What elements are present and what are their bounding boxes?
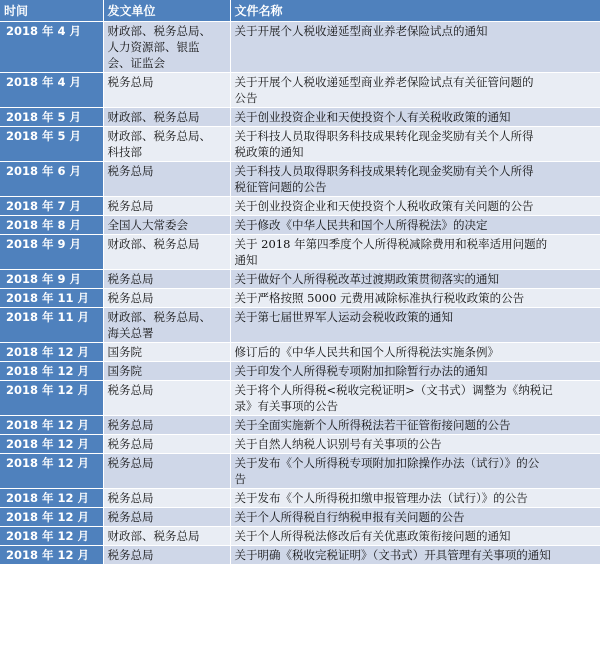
row-document-title: 关于严格按照 5000 元费用减除标准执行税收政策的公告: [230, 289, 600, 308]
row-department: 财政部、税务总局、 海关总署: [103, 308, 230, 343]
row-document-title: 关于科技人员取得职务科技成果转化现金奖励有关个人所得 税征管问题的公告: [230, 162, 600, 197]
row-date: 2018 年 12 月: [0, 416, 103, 435]
row-department: 税务总局: [103, 73, 230, 108]
row-document-title: 关于自然人纳税人识别号有关事项的公告: [230, 435, 600, 454]
header-document-title: 文件名称: [230, 0, 600, 22]
row-department: 税务总局: [103, 546, 230, 565]
row-department: 财政部、税务总局: [103, 108, 230, 127]
table-row: [0, 489, 600, 508]
row-document-title: 关于创业投资企业和天使投资个人税收政策有关问题的公告: [230, 197, 600, 216]
table-row: [0, 162, 600, 197]
row-department: 财政部、税务总局、 科技部: [103, 127, 230, 162]
row-document-title: 关于科技人员取得职务科技成果转化现金奖励有关个人所得 税政策的通知: [230, 127, 600, 162]
row-date: 2018 年 5 月: [0, 127, 103, 162]
table-row: [0, 197, 600, 216]
row-department: 税务总局: [103, 197, 230, 216]
row-department: 税务总局: [103, 270, 230, 289]
table-header-row: [0, 0, 600, 22]
table-row: [0, 381, 600, 416]
row-department: 财政部、税务总局: [103, 527, 230, 546]
row-date: 2018 年 7 月: [0, 197, 103, 216]
row-date: 2018 年 4 月: [0, 22, 103, 73]
row-date: 2018 年 12 月: [0, 508, 103, 527]
table-body: [0, 22, 600, 565]
header-department: 发文单位: [103, 0, 230, 22]
table-row: [0, 362, 600, 381]
row-department: 国务院: [103, 343, 230, 362]
table-row: [0, 22, 600, 73]
row-date: 2018 年 12 月: [0, 362, 103, 381]
row-date: 2018 年 5 月: [0, 108, 103, 127]
row-document-title: 关于明确《税收完税证明》（文书式）开具管理有关事项的通知: [230, 546, 600, 565]
row-department: 税务总局: [103, 435, 230, 454]
row-document-title: 关于第七届世界军人运动会税收政策的通知: [230, 308, 600, 343]
table-row: [0, 127, 600, 162]
row-date: 2018 年 12 月: [0, 454, 103, 489]
row-department: 税务总局: [103, 162, 230, 197]
row-date: 2018 年 4 月: [0, 73, 103, 108]
row-date: 2018 年 12 月: [0, 489, 103, 508]
row-date: 2018 年 11 月: [0, 289, 103, 308]
table-row: [0, 235, 600, 270]
row-document-title: 关于修改《中华人民共和国个人所得税法》的决定: [230, 216, 600, 235]
row-department: 税务总局: [103, 416, 230, 435]
row-date: 2018 年 6 月: [0, 162, 103, 197]
table-row: [0, 416, 600, 435]
table-row: [0, 546, 600, 565]
row-date: 2018 年 12 月: [0, 546, 103, 565]
row-date: 2018 年 12 月: [0, 381, 103, 416]
row-document-title: 关于开展个人税收递延型商业养老保险试点的通知: [230, 22, 600, 73]
row-date: 2018 年 12 月: [0, 343, 103, 362]
table-row: [0, 216, 600, 235]
table-row: [0, 527, 600, 546]
row-document-title: 关于印发个人所得税专项附加扣除暂行办法的通知: [230, 362, 600, 381]
row-department: 税务总局: [103, 381, 230, 416]
row-document-title: 关于发布《个人所得税扣缴申报管理办法（试行）》的公告: [230, 489, 600, 508]
row-department: 税务总局: [103, 489, 230, 508]
row-date: 2018 年 8 月: [0, 216, 103, 235]
table-row: [0, 289, 600, 308]
header-date: 时间: [0, 0, 103, 22]
row-date: 2018 年 9 月: [0, 270, 103, 289]
table-row: [0, 454, 600, 489]
row-department: 国务院: [103, 362, 230, 381]
row-document-title: 关于将个人所得税<税收完税证明>（文书式）调整为《纳税记 录》有关事项的公告: [230, 381, 600, 416]
row-document-title: 关于发布《个人所得税专项附加扣除操作办法（试行）》的公 告: [230, 454, 600, 489]
row-document-title: 关于 2018 年第四季度个人所得税减除费用和税率适用问题的 通知: [230, 235, 600, 270]
row-date: 2018 年 12 月: [0, 435, 103, 454]
table-row: [0, 108, 600, 127]
row-department: 税务总局: [103, 289, 230, 308]
table-row: [0, 343, 600, 362]
row-document-title: 关于全面实施新个人所得税法若干征管衔接问题的公告: [230, 416, 600, 435]
row-department: 财政部、税务总局: [103, 235, 230, 270]
table-row: [0, 508, 600, 527]
table-row: [0, 308, 600, 343]
table-row: [0, 435, 600, 454]
row-department: 税务总局: [103, 508, 230, 527]
row-document-title: 关于个人所得税法修改后有关优惠政策衔接问题的通知: [230, 527, 600, 546]
row-document-title: 修订后的《中华人民共和国个人所得税法实施条例》: [230, 343, 600, 362]
row-department: 全国人大常委会: [103, 216, 230, 235]
row-document-title: 关于创业投资企业和天使投资个人有关税收政策的通知: [230, 108, 600, 127]
table-row: [0, 73, 600, 108]
row-date: 2018 年 12 月: [0, 527, 103, 546]
row-department: 税务总局: [103, 454, 230, 489]
row-document-title: 关于开展个人税收递延型商业养老保险试点有关征管问题的 公告: [230, 73, 600, 108]
row-document-title: 关于做好个人所得税改革过渡期政策贯彻落实的通知: [230, 270, 600, 289]
row-date: 2018 年 9 月: [0, 235, 103, 270]
row-department: 财政部、税务总局、 人力资源部、银监 会、证监会: [103, 22, 230, 73]
row-document-title: 关于个人所得税自行纳税申报有关问题的公告: [230, 508, 600, 527]
row-date: 2018 年 11 月: [0, 308, 103, 343]
table-row: [0, 270, 600, 289]
